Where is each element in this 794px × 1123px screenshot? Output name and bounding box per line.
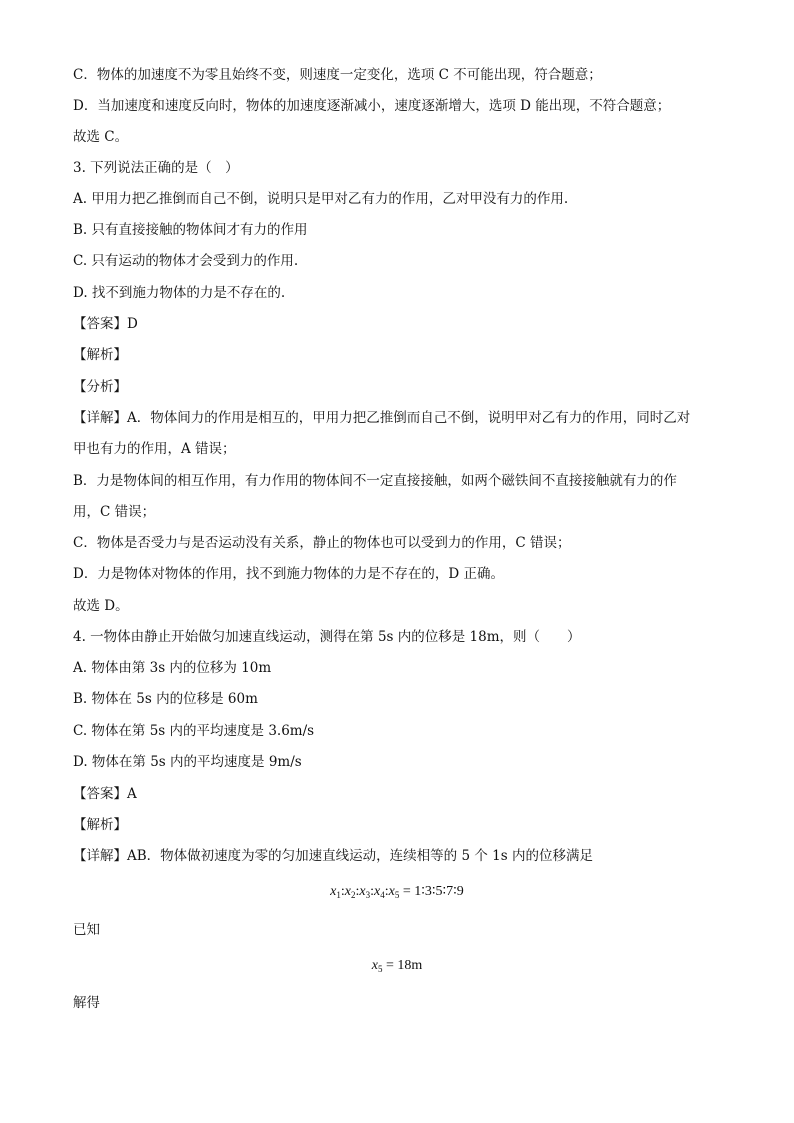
question-4-option-d: D. 物体在第 5s 内的平均速度是 9m/s [73, 754, 302, 770]
eq-colon: : [340, 884, 345, 899]
analysis-label: 【解析】 [73, 817, 127, 833]
eq-sub: 2 [351, 890, 356, 900]
x5-equation [0, 957, 794, 978]
question-3-option-d: D. 找不到施力物体的力是不存在的. [73, 285, 286, 301]
eq-var: x [344, 884, 351, 899]
text-line: 故选 C。 [73, 129, 129, 145]
question-3-option-c: C. 只有运动的物体才会受到力的作用. [73, 253, 299, 269]
answer-label: 【答案】A [73, 786, 137, 802]
question-4-option-a: A. 物体由第 3s 内的位移为 10m [73, 660, 272, 676]
question-3-stem: 3. 下列说法正确的是（ ） [73, 160, 239, 176]
detail-text: 【详解】A．物体间力的作用是相互的，甲用力把乙推倒而自己不倒，说明甲对乙有力的作用，同时乙对 [73, 410, 691, 426]
eq-var: x [374, 884, 381, 899]
eq-sub: 3 [365, 890, 371, 900]
question-3-option-b: B. 只有直接接触的物体间才有力的作用 [73, 222, 308, 238]
question-4-option-b: B. 物体在 5s 内的位移是 60m [73, 691, 258, 707]
text-line: D．当加速度和速度反向时，物体的加速度逐渐减小，速度逐渐增大，选项 D 能出现，不符合题意； [73, 98, 671, 114]
eq-sub: 5 [394, 890, 400, 900]
eq-var: x [359, 884, 366, 899]
detail-text: D．力是物体对物体的作用，找不到施力物体的力是不存在的，D 正确。 [73, 566, 504, 582]
answer-label: 【答案】D [73, 316, 138, 332]
text-line: C．物体的加速度不为零且始终不变，则速度一定变化，选项 C 不可能出现，符合题意； [73, 67, 602, 83]
solve-label: 解得 [73, 995, 100, 1011]
eq-colon: : [355, 884, 360, 899]
eq-rhs: = 1∶3∶5∶7∶9 [399, 884, 464, 899]
eq-var: x [371, 958, 378, 973]
eq-colon: : [384, 884, 389, 899]
detail-text: 甲也有力的作用，A 错误； [73, 441, 236, 457]
text-line: 故选 D。 [73, 598, 129, 614]
question-4-stem: 4. 一物体由静止开始做匀加速直线运动，测得在第 5s 内的位移是 18m，则（ ） [73, 629, 581, 645]
eq-sub: 5 [377, 964, 383, 974]
question-4-option-c: C. 物体在第 5s 内的平均速度是 3.6m/s [73, 723, 315, 739]
detail-text: B．力是物体间的相互作用，有力作用的物体间不一定直接接触，如两个磁铁间不直接接触就有力的作 [73, 473, 677, 489]
eq-sub: 4 [380, 890, 385, 900]
known-label: 已知 [73, 922, 100, 938]
displacement-ratio-equation [0, 883, 794, 904]
eq-rhs: = 18m [382, 958, 423, 973]
eq-var: x [388, 884, 395, 899]
eq-sub: 1 [336, 890, 341, 900]
question-3-option-a: A. 甲用力把乙推倒而自己不倒，说明只是甲对乙有力的作用，乙对甲没有力的作用. [73, 191, 569, 207]
detail-text: C．物体是否受力与是否运动没有关系，静止的物体也可以受到力的作用，C 错误； [73, 535, 571, 551]
analysis-label: 【解析】 [73, 347, 127, 363]
eq-colon: : [370, 884, 374, 899]
eq-var: x [330, 884, 337, 899]
detail-text: 【详解】AB．物体做初速度为零的匀加速直线运动，连续相等的 5 个 1s 内的位移满足 [73, 848, 593, 864]
detail-text: 用，C 错误； [73, 504, 156, 520]
analysis-subheading: 【分析】 [73, 379, 127, 395]
